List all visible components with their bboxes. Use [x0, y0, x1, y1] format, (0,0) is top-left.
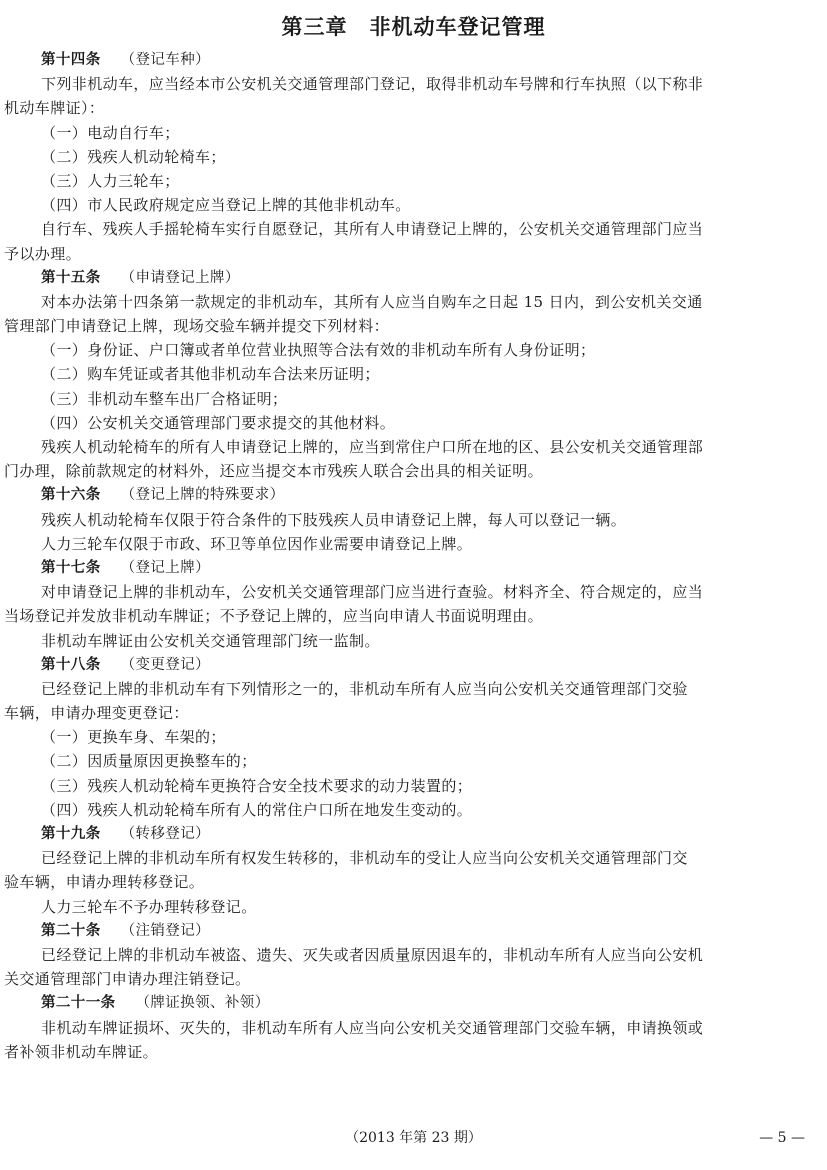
article-topic: （申请登记上牌） — [120, 269, 240, 286]
issue-label: （2013 年第 23 期） — [345, 1130, 482, 1146]
article-heading — [4, 653, 823, 677]
text-line: 管理部门申请登记上牌，现场交验车辆并提交下列材料： — [4, 317, 390, 336]
article-heading — [4, 919, 823, 943]
text-line: 人力三轮车仅限于市政、环卫等单位因作业需要申请登记上牌。 — [41, 534, 473, 553]
text-line: 机动车牌证）： — [4, 99, 105, 118]
article-number: 第十七条 — [41, 559, 101, 576]
article-heading — [4, 483, 823, 507]
chapter-title: 第三章 非机动车登记管理 — [281, 15, 546, 39]
text-line: 对本办法第十四条第一款规定的非机动车，其所有人应当自购车之日起 15 日内，到公安机关交通 — [41, 292, 703, 311]
article-topic: （变更登记） — [120, 656, 211, 673]
page-number: — 5 — — [759, 1130, 805, 1146]
text-line: 当场登记并发放非机动车牌证；不予登记上牌的，应当向申请人书面说明理由。 — [4, 607, 544, 626]
text-line: （三）残疾人机动轮椅车更换符合安全技术要求的动力装置的； — [41, 776, 473, 795]
text-line: 验车辆，申请办理转移登记。 — [4, 873, 205, 892]
article-topic: （注销登记） — [120, 922, 211, 939]
text-line: （四）残疾人机动轮椅车所有人的常住户口所在地发生变动的。 — [41, 800, 473, 819]
text-line: 者补领非机动车牌证。 — [4, 1042, 159, 1061]
text-line: （二）购车凭证或者其他非机动车合法来历证明； — [41, 365, 380, 384]
text-line: （二）因质量原因更换整车的； — [41, 752, 257, 771]
article-topic: （登记上牌的特殊要求） — [120, 487, 285, 504]
text-line: 已经登记上牌的非机动车被盗、遗失、灭失或者因质量原因退车的，非机动车所有人应当向公安机 — [41, 945, 704, 964]
text-line: 车辆，申请办理变更登记： — [4, 704, 189, 723]
article-heading — [4, 48, 823, 72]
article-topic: （转移登记） — [120, 826, 211, 842]
article-topic: （登记上牌） — [120, 559, 211, 576]
text-line: （四）市人民政府规定应当登记上牌的其他非机动车。 — [41, 196, 411, 215]
text-line: 予以办理。 — [4, 244, 82, 263]
text-line: 非机动车牌证损坏、灭失的，非机动车所有人应当向公安机关交通管理部门交验车辆，申请换领或 — [41, 1018, 704, 1037]
article-number: 第二十一条 — [41, 995, 116, 1012]
text-line: （四）公安机关交通管理部门要求提交的其他材料。 — [41, 413, 396, 432]
text-line: 对申请登记上牌的非机动车，公安机关交通管理部门应当进行查验。材料齐全、符合规定的，应当 — [41, 583, 704, 602]
text-line: 残疾人机动轮椅车仅限于符合条件的下肢残疾人员申请登记上牌，每人可以登记一辆。 — [41, 510, 627, 529]
text-line: （一）身份证、户口簿或者单位营业执照等合法有效的非机动车所有人身份证明； — [41, 341, 596, 360]
text-line: 人力三轮车不予办理转移登记。 — [41, 897, 257, 916]
text-line: 下列非机动车，应当经本市公安机关交通管理部门登记，取得非机动车号牌和行车执照（以下称非 — [41, 75, 704, 94]
text-line: 已经登记上牌的非机动车所有权发生转移的，非机动车的受让人应当向公安机关交通管理部门交 — [41, 849, 688, 868]
text-line: 非机动车牌证由公安机关交通管理部门统一监制。 — [41, 631, 380, 650]
article-heading — [4, 991, 823, 1015]
text-line: （一）电动自行车； — [41, 123, 180, 142]
document-body — [4, 48, 823, 1064]
text-line: （一）更换车身、车架的； — [41, 728, 226, 747]
article-heading — [4, 266, 823, 290]
text-line: 关交通管理部门申请办理注销登记。 — [4, 970, 251, 989]
article-number: 第十四条 — [41, 52, 101, 68]
article-heading — [4, 556, 823, 580]
article-number: 第十五条 — [41, 269, 101, 286]
text-line: （三）人力三轮车； — [41, 171, 180, 190]
article-number: 第十九条 — [41, 826, 101, 842]
article-heading — [4, 822, 823, 846]
article-number: 第十八条 — [41, 656, 101, 673]
text-line: 残疾人机动轮椅车的所有人申请登记上牌的，应当到常住户口所在地的区、县公安机关交通管理部 — [41, 438, 704, 456]
article-topic: （牌证换领、补领） — [135, 995, 270, 1012]
article-topic: （登记车种） — [120, 52, 211, 68]
text-line: （二）残疾人机动轮椅车； — [41, 147, 226, 166]
article-number: 第二十条 — [41, 922, 101, 939]
text-line: 门办理，除前款规定的材料外，还应当提交本市残疾人联合会出具的相关证明。 — [4, 462, 544, 481]
text-line: 已经登记上牌的非机动车有下列情形之一的，非机动车所有人应当向公安机关交通管理部门交验 — [41, 679, 688, 698]
text-line: 自行车、残疾人手摇轮椅车实行自愿登记，其所有人申请登记上牌的，公安机关交通管理部门应当 — [41, 220, 704, 239]
page-footer — [0, 1127, 827, 1149]
article-number: 第十六条 — [41, 487, 101, 504]
text-line: （三）非机动车整车出厂合格证明； — [41, 389, 288, 408]
